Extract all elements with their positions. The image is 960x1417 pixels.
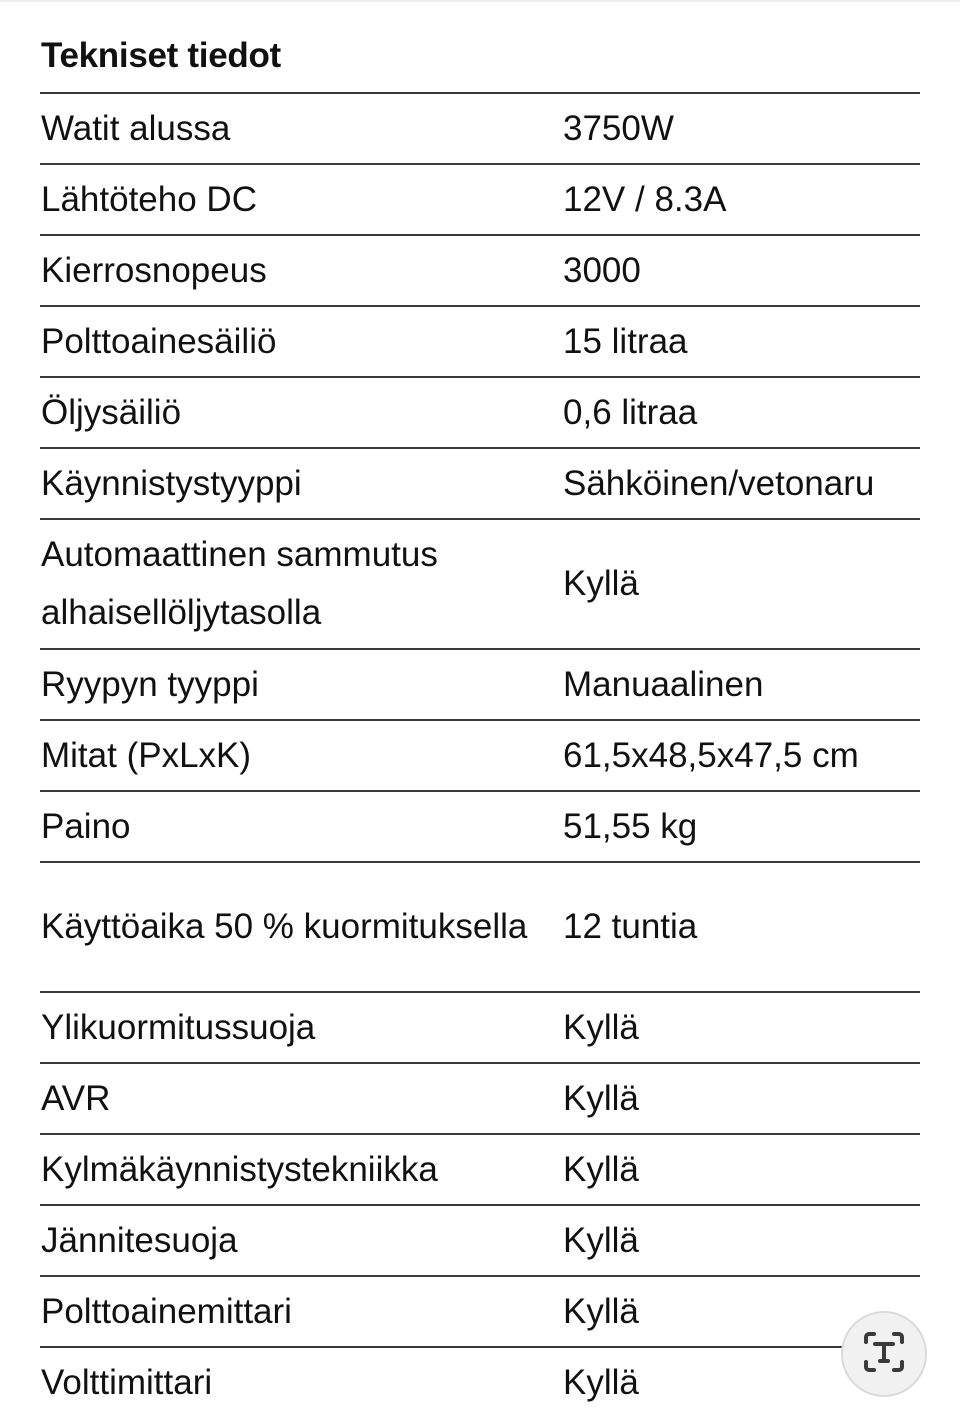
spec-label: Automaattinen sammutus alhaisellöljytasolla	[41, 535, 438, 632]
table-row	[40, 307, 920, 378]
spec-value: Kyllä	[563, 1078, 639, 1118]
spec-value: 12 tuntia	[563, 907, 698, 946]
spec-label: Polttoainemittari	[41, 1291, 292, 1331]
table-row	[40, 1064, 920, 1135]
spec-value: 3750W	[563, 108, 674, 148]
spec-value: Kyllä	[563, 564, 639, 603]
specs-table	[40, 92, 920, 1417]
table-row	[40, 1206, 920, 1277]
spec-label: Käyttöaika 50 % kuormituksella	[41, 907, 528, 946]
spec-label: Watit alussa	[41, 108, 231, 148]
table-row	[40, 792, 920, 863]
text-recognition-icon	[860, 1328, 908, 1381]
spec-label: Kierrosnopeus	[41, 250, 267, 290]
spec-value: Kyllä	[563, 1291, 639, 1331]
table-row	[40, 1135, 920, 1206]
spec-value: 61,5x48,5x47,5 cm	[563, 735, 859, 775]
text-recognition-button[interactable]	[841, 1311, 927, 1397]
top-divider	[0, 0, 960, 2]
table-row	[40, 520, 920, 650]
spec-value: 51,55 kg	[563, 806, 698, 846]
table-row	[40, 650, 920, 721]
spec-label: AVR	[41, 1078, 111, 1118]
spec-value: 12V / 8.3A	[563, 179, 727, 219]
spec-label: Volttimittari	[41, 1362, 213, 1402]
spec-value: Kyllä	[563, 1149, 639, 1189]
table-row	[40, 993, 920, 1064]
spec-value: Kyllä	[563, 1362, 639, 1402]
spec-value: 3000	[563, 250, 641, 290]
table-row	[40, 1348, 920, 1417]
spec-value: Kyllä	[563, 1007, 639, 1047]
table-row	[40, 94, 920, 165]
spec-label: Paino	[41, 806, 131, 846]
spec-label: Polttoainesäiliö	[41, 321, 277, 361]
spec-value: Manuaalinen	[563, 664, 764, 704]
spec-label: Kylmäkäynnistystekniikka	[41, 1149, 438, 1189]
table-row	[40, 165, 920, 236]
spec-label: Käynnistystyyppi	[41, 463, 302, 503]
table-row	[40, 449, 920, 520]
spec-label: Jännitesuoja	[41, 1220, 238, 1260]
spec-label: Ryypyn tyyppi	[41, 664, 259, 704]
spec-label: Öljysäiliö	[41, 392, 182, 432]
table-row	[40, 863, 920, 993]
spec-label: Lähtöteho DC	[41, 179, 257, 219]
section-title: Tekniset tiedot	[41, 36, 281, 75]
spec-label: Ylikuormitussuoja	[41, 1007, 316, 1047]
spec-value: Kyllä	[563, 1220, 639, 1260]
table-row	[40, 236, 920, 307]
spec-label: Mitat (PxLxK)	[41, 735, 252, 775]
spec-value: Sähköinen/vetonaru	[563, 463, 875, 503]
table-row	[40, 721, 920, 792]
table-row	[40, 378, 920, 449]
spec-value: 0,6 litraa	[563, 392, 698, 432]
table-row	[40, 1277, 920, 1348]
spec-value: 15 litraa	[563, 321, 688, 361]
